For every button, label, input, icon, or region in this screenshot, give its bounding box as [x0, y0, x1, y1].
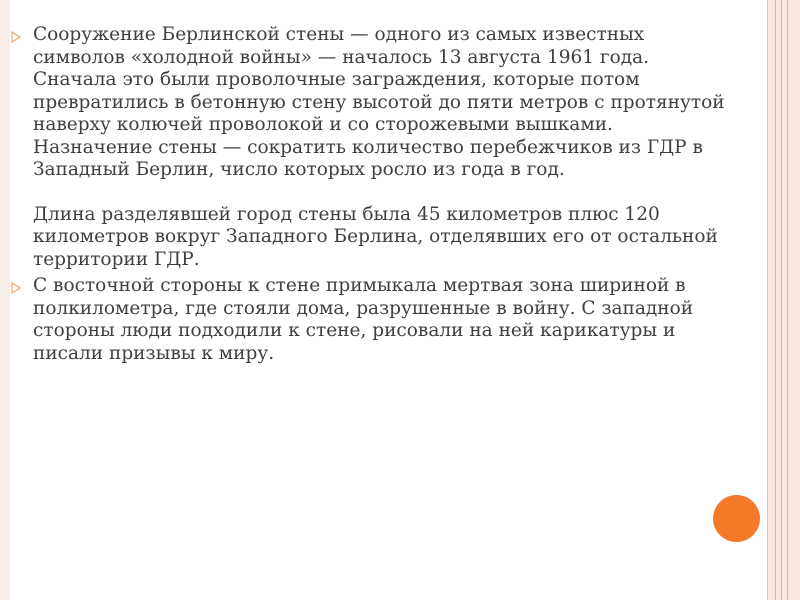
- hollow-triangle-bullet-icon: [11, 282, 21, 294]
- decorative-line: [775, 0, 776, 600]
- orange-circle-decoration: [713, 495, 760, 542]
- left-border-strip: [0, 0, 10, 600]
- bullet-paragraph: Сооружение Берлинской стены — одного из самых известных символов «холодной войны» — началось 13 августа 1961 года. Сначала это были проволочные заграждения, которые потом превратились в бетонную стену высотой до пяти метров с протянутой наверху колючей проволокой и со сторожевыми вышками. Назначение стены — сократить количество перебежчиков из ГДР в Западный Берлин, число которых росло из года в год.: [33, 24, 725, 180]
- right-decorative-panel: [767, 0, 800, 600]
- decorative-line: [787, 0, 788, 600]
- bullet-paragraph: С восточной стороны к стене примыкала мертвая зона шириной в полкилометра, где стояли дома, разрушенные в войну. С западной стороны люди подходили к стене, рисовали на ней карикатуры и писали призывы к миру.: [33, 275, 694, 364]
- decorative-line: [781, 0, 782, 600]
- hollow-triangle-bullet-icon: [11, 31, 21, 43]
- slide-body: [11, 24, 731, 365]
- bullet-paragraph: Длина разделявшей город стены была 45 километров плюс 120 километров вокруг Западного Берлина, отделявших его от остальной территории ГДР.: [33, 203, 718, 270]
- bullet-item: [11, 24, 731, 271]
- bullet-item: [11, 275, 731, 365]
